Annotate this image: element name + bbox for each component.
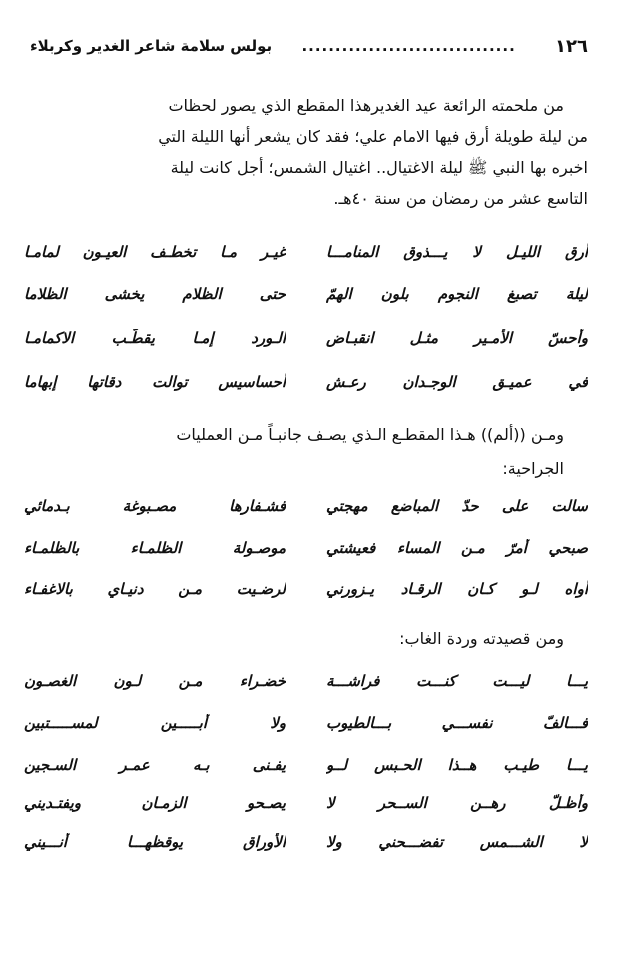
verse-line <box>24 580 588 610</box>
verse-second-hemistich: أحساسيس توالت دقاتها إبهاما <box>24 373 286 391</box>
verse-first-hemistich: ليلة تصبغ النجوم بلون الهمّ <box>326 285 588 303</box>
verse-line <box>24 833 588 863</box>
intro-line: من ملحمته الرائعة عيد الغديرهذا المقطع الذي يصور لحظات <box>168 96 564 115</box>
verse-first-hemistich: وأحسّ الأمـير مثـل انقبـاض <box>326 329 588 347</box>
verse-first-hemistich: وأظـلّ رهــن الســحر لا <box>326 794 588 812</box>
verse-first-hemistich: يـــا طيـب هــذا الحـبس لــو <box>326 756 588 774</box>
verse-second-hemistich: يصـحو الزمـان ويفتـديني <box>24 794 286 812</box>
page-number: ١٢٦ <box>555 35 588 57</box>
verse-line <box>24 373 588 403</box>
verse-second-hemistich: فشـفارها مصـبوغة بـدمائي <box>24 497 286 515</box>
alam-line: ومـن ((ألم)) هـذا المقطـع الـذي يصـف جانبـاً مـن العمليات <box>176 425 564 444</box>
intro-paragraph <box>58 90 588 214</box>
verse-first-hemistich: يـــا ليـــت كنـــت فراشـــة <box>326 672 588 690</box>
verse-second-hemistich: يفـنى بـه عمـر السـجين <box>24 756 286 774</box>
header-leader-dots: ................................ <box>301 37 516 55</box>
verse-second-hemistich: حتى الظلام يخشى الظلاما <box>24 285 286 303</box>
verse-second-hemistich: الـورد إمـا يقطّـب الاكمامـا <box>24 329 286 347</box>
verse-second-hemistich: غيـر مـا تخطـف العيـون لمامـا <box>24 243 286 261</box>
alam-paragraph <box>58 418 588 486</box>
verse-first-hemistich: أرق الليـل لا يـــذوق المنامـــا <box>326 243 588 261</box>
verse-second-hemistich: الأوراق يوقظهـــا أنـــيني <box>24 833 286 851</box>
verse-line <box>24 243 588 273</box>
running-title: بولس سلامة شاعر الغدير وكربلاء <box>30 37 273 55</box>
verse-line <box>24 714 588 744</box>
verse-line <box>24 794 588 824</box>
page-header <box>30 33 588 59</box>
verse-line <box>24 539 588 569</box>
verse-first-hemistich: فـــالفّ نفســـي بـــالطيوب <box>326 714 588 732</box>
verse-second-hemistich: لرضـيت مـن دنيـاي بالاغفـاء <box>24 580 286 598</box>
intro-line: من ليلة طويلة أرق فيها الامام علي؛ فقد كان يشعر أنها الليلة التي <box>158 127 588 146</box>
verse-second-hemistich: ولا أبـــــين لمســـــتبين <box>24 714 286 732</box>
verse-second-hemistich: خضـراء مـن لـون الغصـون <box>24 672 286 690</box>
verse-line <box>24 497 588 527</box>
verse-line <box>24 756 588 786</box>
verse-first-hemistich: لا الشـــمس تفضـــحني ولا <box>326 833 588 851</box>
intro-line: اخبره بها النبي ﷺ ليلة الاغتيال.. اغتيال الشمس؛ أجل كانت ليلة <box>170 158 588 177</box>
verse-first-hemistich: سالت على حدّ المباضع مهجتي <box>326 497 588 515</box>
verse-line <box>24 329 588 359</box>
section-intro-line: ومن قصيدته وردة الغاب: <box>399 629 564 648</box>
intro-line: التاسع عشر من رمضان من سنة ٤٠هـ. <box>333 189 588 208</box>
wardat-al-ghab-heading <box>58 625 564 653</box>
verse-second-hemistich: موصـولة الظلمـاء بالظلمـاء <box>24 539 286 557</box>
alam-line: الجراحية: <box>502 459 564 478</box>
verse-line <box>24 285 588 315</box>
verse-line <box>24 672 588 702</box>
verse-first-hemistich: أواه لـو كـان الرقـاد يـزورني <box>326 580 588 598</box>
verse-first-hemistich: في عميـق الوجـدان رعـش <box>326 373 588 391</box>
verse-first-hemistich: صبحي أمرّ مـن المساء فعيشتي <box>326 539 588 557</box>
